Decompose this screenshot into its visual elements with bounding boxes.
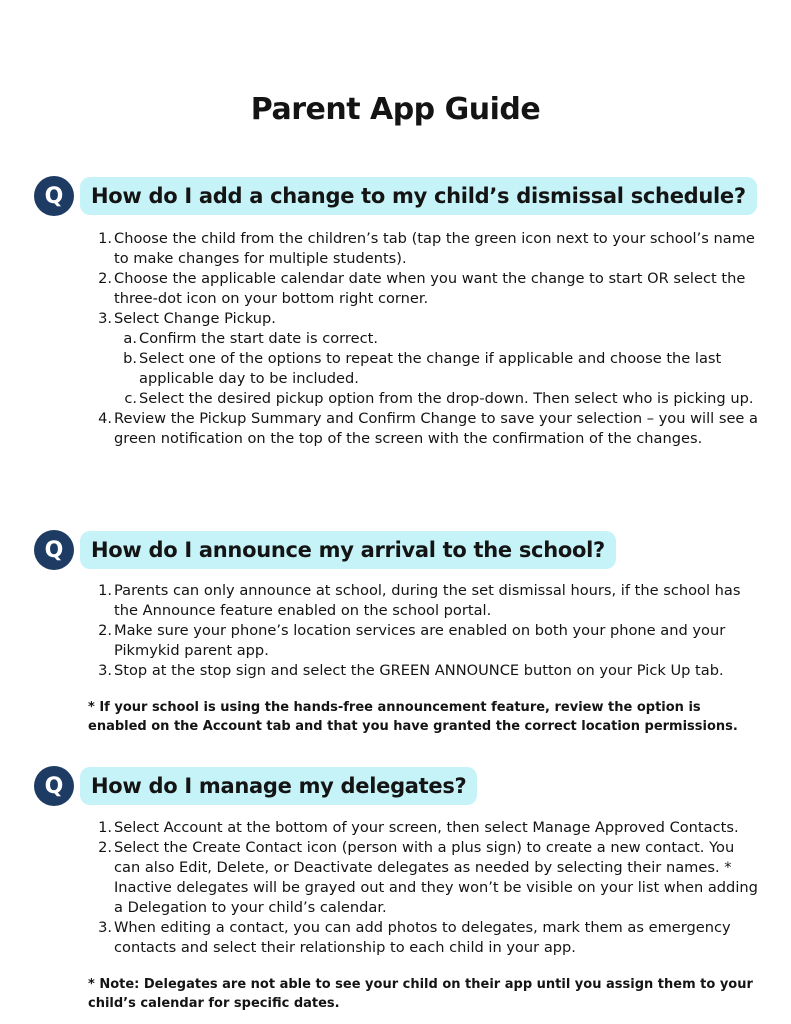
steps-list	[98, 818, 762, 958]
list-item	[98, 309, 762, 409]
sub-list-item	[124, 389, 762, 409]
step-number: 1.	[98, 582, 112, 599]
substep-text: Select the desired pickup option from the drop-down. Then select who is picking up.	[139, 390, 754, 407]
list-item	[98, 409, 762, 449]
footnote: * Note: Delegates are not able to see your child on their app until you assign them to your child’s calendar for specific dates.	[88, 977, 753, 1011]
step-number: 3.	[98, 310, 112, 327]
step-text: Select the Create Contact icon (person with a plus sign) to create a new contact. You can also Edit, Delete, or Deactivate delegates as needed by selecting their names. * Inactive delegates will be grayed out and they won’t be visible on your list when adding a Delegation to your child’s calendar.	[114, 839, 758, 916]
step-number: 3.	[98, 919, 112, 936]
substep-letter: c.	[124, 390, 137, 407]
substep-text: Confirm the start date is correct.	[139, 330, 378, 347]
question-heading: How do I announce my arrival to the school?	[80, 531, 616, 569]
step-text: Select Change Pickup.	[114, 310, 276, 327]
step-number: 2.	[98, 270, 112, 287]
q-badge-icon: Q	[34, 766, 74, 806]
steps-list	[98, 581, 762, 681]
list-item	[98, 661, 762, 681]
step-number: 2.	[98, 839, 112, 856]
footnote: * If your school is using the hands-free announcement feature, review the option is enabled on the Account tab and that you have granted the correct location permissions.	[88, 700, 738, 734]
step-text: Make sure your phone’s location services are enabled on both your phone and your Pikmykid parent app.	[114, 622, 726, 659]
q-badge-icon: Q	[34, 530, 74, 570]
question-heading: How do I add a change to my child’s dismissal schedule?	[80, 177, 757, 215]
list-item	[98, 838, 762, 918]
substep-text: Select one of the options to repeat the change if applicable and choose the last applicable day to be included.	[139, 350, 722, 387]
steps-list	[98, 229, 762, 449]
step-number: 1.	[98, 819, 112, 836]
question-heading: How do I manage my delegates?	[80, 767, 477, 805]
sub-list-item	[123, 329, 762, 349]
list-item	[98, 621, 762, 661]
page-title: Parent App Guide	[250, 92, 541, 127]
step-text: Choose the child from the children’s tab (tap the green icon next to your school’s name to make changes for multiple students).	[114, 230, 755, 267]
step-number: 2.	[98, 622, 112, 639]
step-text: Review the Pickup Summary and Confirm Change to save your selection – you will see a green notification on the top of the screen with the confirmation of the changes.	[114, 410, 758, 447]
step-number: 1.	[98, 230, 112, 247]
list-item	[98, 818, 762, 838]
list-item	[98, 581, 762, 621]
step-number: 3.	[98, 662, 112, 679]
substep-letter: a.	[123, 330, 137, 347]
substeps-list	[114, 329, 762, 409]
q-badge-icon: Q	[34, 176, 74, 216]
sub-list-item	[123, 349, 762, 389]
list-item	[98, 918, 762, 958]
step-number: 4.	[98, 410, 112, 427]
substep-letter: b.	[123, 350, 137, 367]
list-item	[98, 269, 762, 309]
step-text: When editing a contact, you can add photos to delegates, mark them as emergency contacts and select their relationship to each child in your app.	[114, 919, 731, 956]
step-text: Parents can only announce at school, during the set dismissal hours, if the school has the Announce feature enabled on the school portal.	[114, 582, 741, 619]
step-text: Stop at the stop sign and select the GREEN ANNOUNCE button on your Pick Up tab.	[114, 662, 724, 679]
list-item	[98, 229, 762, 269]
step-text: Choose the applicable calendar date when you want the change to start OR select the three-dot icon on your bottom right corner.	[114, 270, 746, 307]
step-text: Select Account at the bottom of your screen, then select Manage Approved Contacts.	[114, 819, 739, 836]
